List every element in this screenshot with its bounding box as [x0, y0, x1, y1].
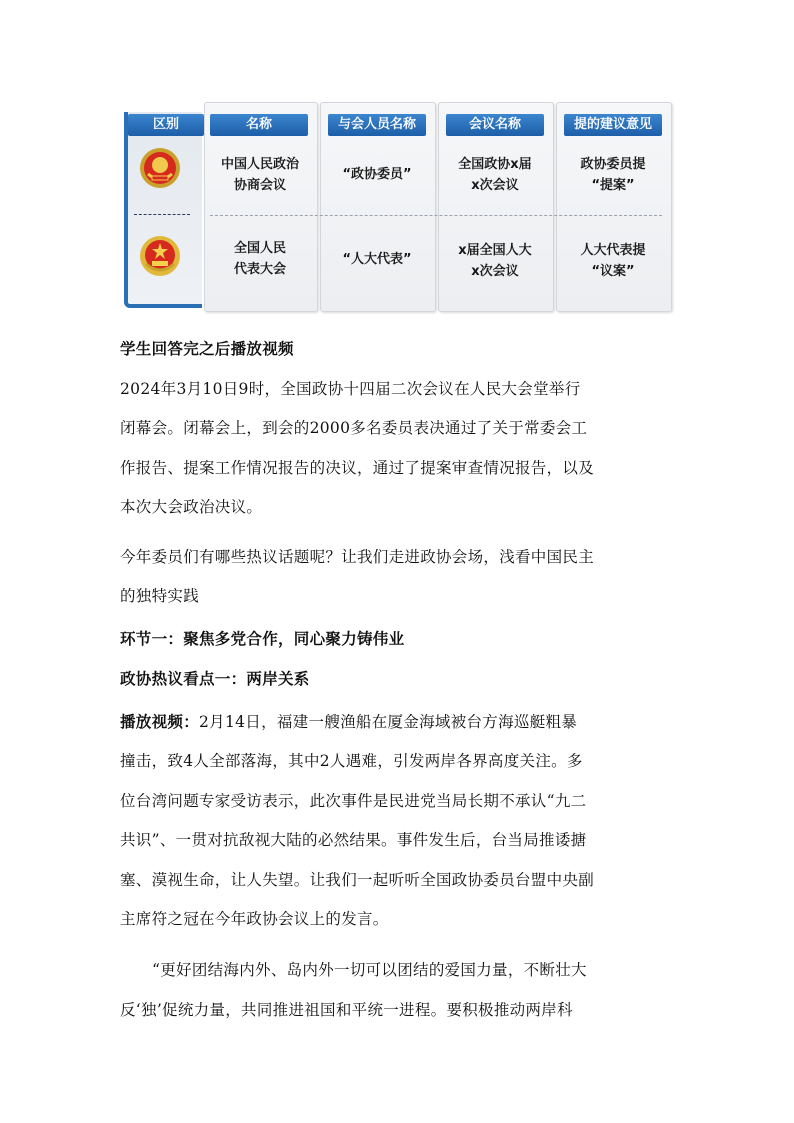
p3-line-6: 主席符之冠在今年政协会议上的发言。 [120, 910, 389, 928]
p1-line-1: 2024年3月10日9时，全国政协十四届二次会议在人民大会堂举行 [120, 380, 581, 398]
row-divider [210, 215, 662, 216]
row-divider-left [134, 214, 190, 215]
header-suggestion: 提的建议意见 [564, 114, 662, 136]
row1-meeting: 全国政协x届 x次会议 [458, 157, 532, 193]
row2-suggestion: 人大代表提 “议案” [580, 243, 646, 279]
header-meeting: 会议名称 [446, 114, 544, 136]
p1-line-3: 作报告、提案工作情况报告的决议，通过了提案审查情况报告，以及 [120, 459, 595, 477]
video-label: 播放视频： [120, 713, 200, 731]
p1-line-2: 闭幕会。闭幕会上，到会的2000多名委员表决通过了关于常委会工 [120, 419, 588, 437]
p3-line-2: 撞击，致4人全部落海，其中2人遇难，引发两岸各界高度关注。多 [120, 752, 583, 770]
p2-line-2: 的独特实践 [120, 587, 200, 605]
row1-members: “政协委员” [342, 167, 412, 182]
heading-topic-1: 政协热议看点一：两岸关系 [120, 670, 310, 688]
header-region: 区别 [128, 114, 204, 136]
p4-line-2: 反‘独’促统力量，共同推进祖国和平统一进程。要积极推动两岸科 [120, 1001, 573, 1019]
row2-members: “人大代表” [342, 252, 412, 267]
header-name: 名称 [210, 114, 308, 136]
p3-line-1: 播放视频：2月14日，福建一艘渔船在厦金海域被台方海巡艇粗暴 [120, 713, 578, 731]
p2-line-1: 今年委员们有哪些热议话题呢？让我们走进政协会场，浅看中国民主 [120, 548, 595, 566]
region-column [124, 112, 202, 308]
header-members: 与会人员名称 [328, 114, 426, 136]
p3-line-4: 共识”、一贯对抗敌视大陆的必然结果。事件发生后，台当局推诿搪 [120, 831, 587, 849]
p1-line-4: 本次大会政治决议。 [120, 498, 263, 516]
p4-line-1: “更好团结海内外、岛内外一切可以团结的爱国力量，不断壮大 [152, 961, 587, 979]
row1-suggestion: 政协委员提 “提案” [580, 157, 646, 193]
p3-line-3: 位台湾问题专家受访表示，此次事件是民进党当局长期不承认“九二 [120, 792, 587, 810]
national-emblem-icon [138, 234, 182, 278]
section-title-video: 学生回答完之后播放视频 [120, 340, 294, 358]
row2-meeting: x届全国人大 x次会议 [458, 243, 532, 279]
p3-line-5: 塞、漠视生命，让人失望。让我们一起听听全国政协委员台盟中央副 [120, 871, 595, 889]
row2-name: 全国人民 代表大会 [233, 241, 286, 277]
row1-name: 中国人民政治 协商会议 [220, 157, 299, 193]
heading-section-1: 环节一：聚焦多党合作，同心聚力铸伟业 [120, 630, 405, 648]
cppcc-emblem-icon [138, 146, 182, 190]
comparison-table [120, 102, 676, 316]
